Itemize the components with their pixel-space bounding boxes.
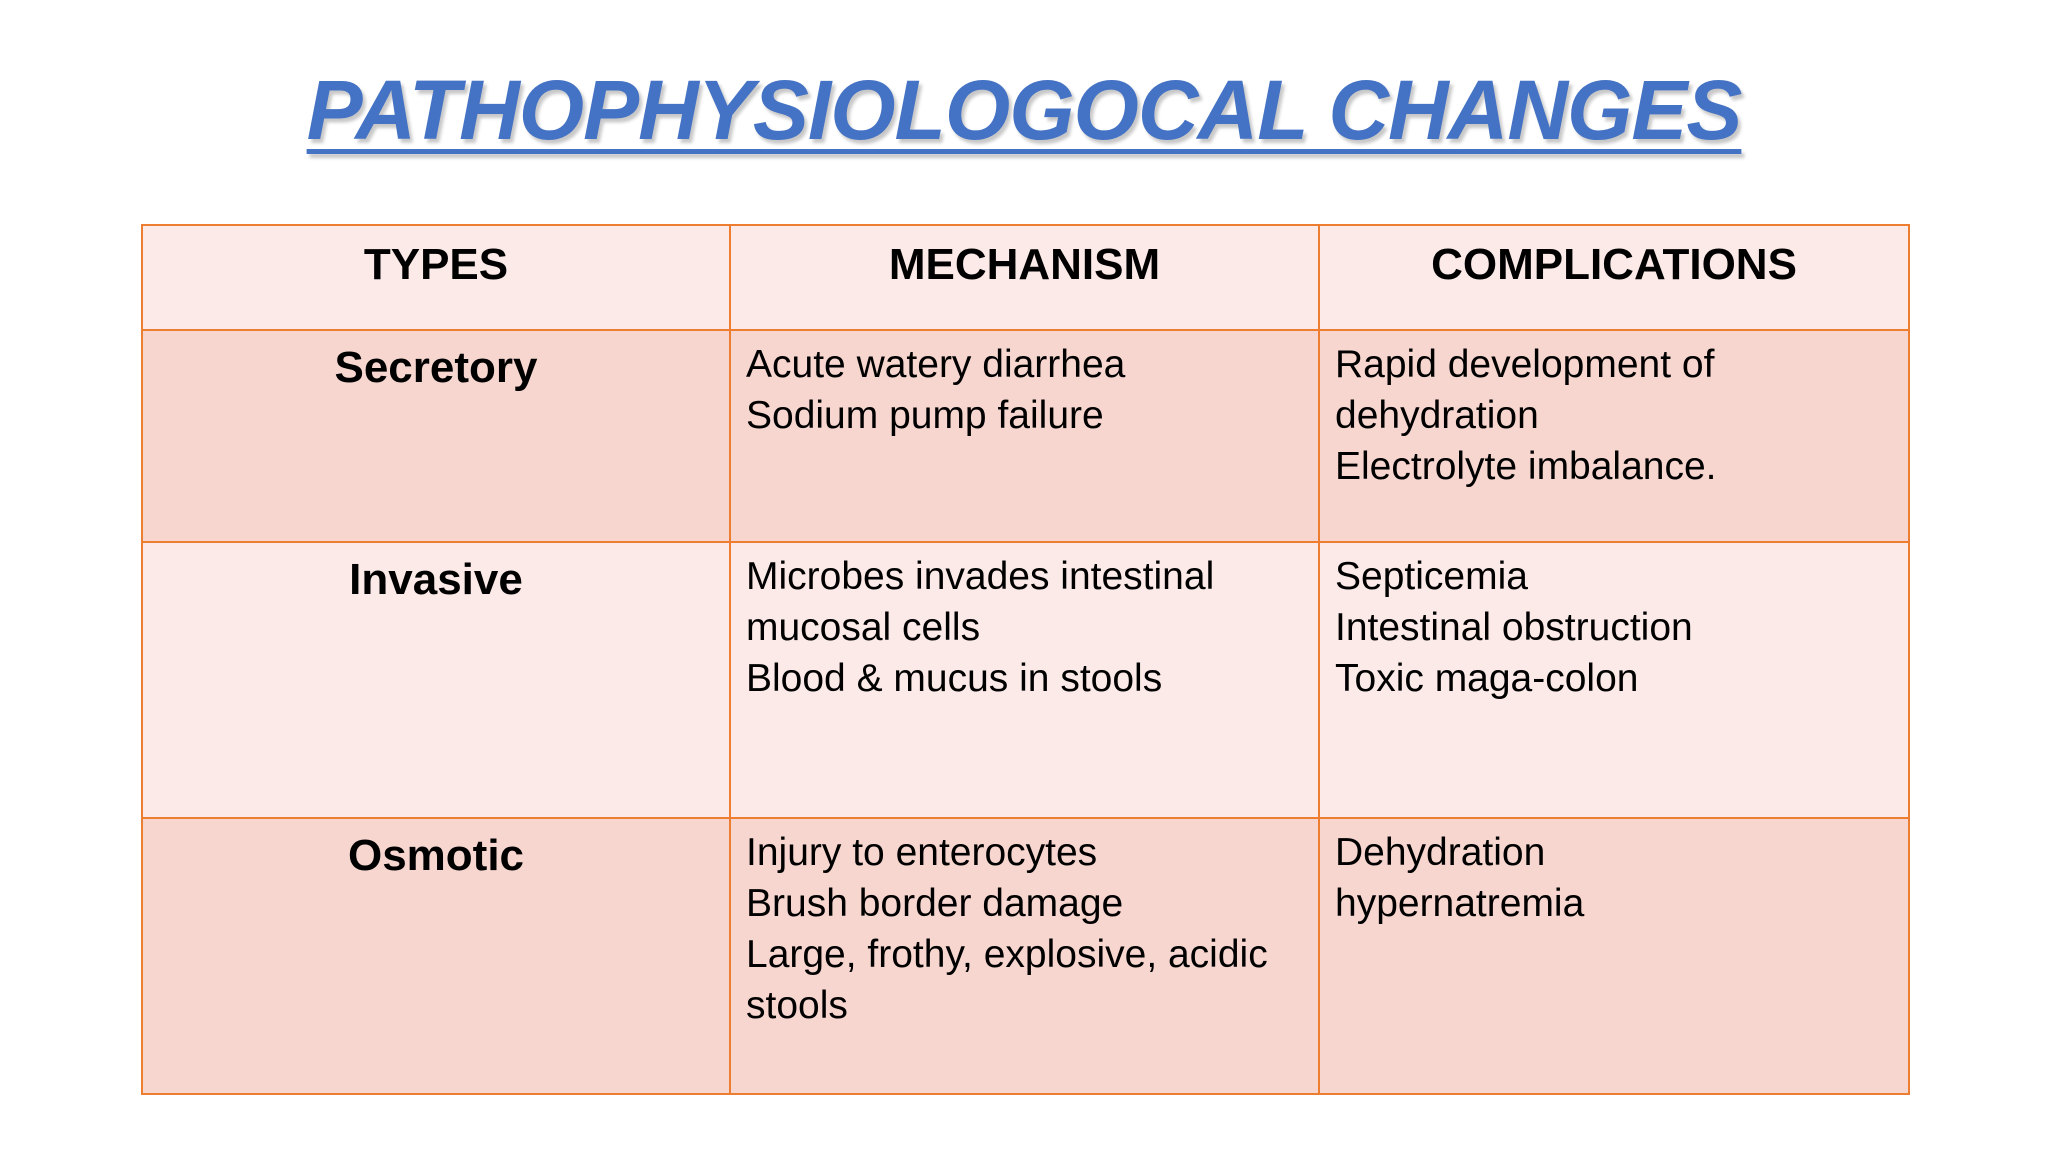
mechanism-line: Large, frothy, explosive, acidic [746,933,1268,976]
complications-cell [1319,542,1909,818]
mechanism-cell [730,818,1319,1094]
header-mechanism: MECHANISM [730,225,1319,330]
complication-line: Septicemia [1335,555,1528,598]
mechanism-line: Blood & mucus in stools [746,657,1163,700]
mechanism-line: mucosal cells [746,606,981,649]
mechanism-line: Brush border damage [746,882,1124,925]
mechanism-cell [730,330,1319,542]
complication-line: hypernatremia [1335,882,1585,925]
mechanism-line: Sodium pump failure [746,394,1104,437]
complication-line: Electrolyte imbalance. [1335,445,1717,488]
mechanism-line: stools [746,984,848,1027]
complications-cell [1319,818,1909,1094]
mechanism-cell [730,542,1319,818]
complications-cell [1319,330,1909,542]
complication-line: Rapid development of [1335,343,1715,386]
table-row [142,330,1909,542]
table-row [142,818,1909,1094]
mechanism-line: Acute watery diarrhea [746,343,1126,386]
mechanism-line: Microbes invades intestinal [746,555,1215,598]
type-cell: Invasive [142,542,730,818]
type-cell: Secretory [142,330,730,542]
mechanism-line: Injury to enterocytes [746,831,1098,874]
complication-line: Dehydration [1335,831,1546,874]
complication-line: Intestinal obstruction [1335,606,1693,649]
header-complications: COMPLICATIONS [1319,225,1909,330]
table-header-row [142,225,1909,330]
type-cell: Osmotic [142,818,730,1094]
pathophysiology-table [141,224,1910,1095]
table-row [142,542,1909,818]
header-types: TYPES [142,225,730,330]
complication-line: dehydration [1335,394,1539,437]
complication-line: Toxic maga-colon [1335,657,1639,700]
slide-title: PATHOPHYSIOLOGOCAL CHANGES [306,63,1742,157]
